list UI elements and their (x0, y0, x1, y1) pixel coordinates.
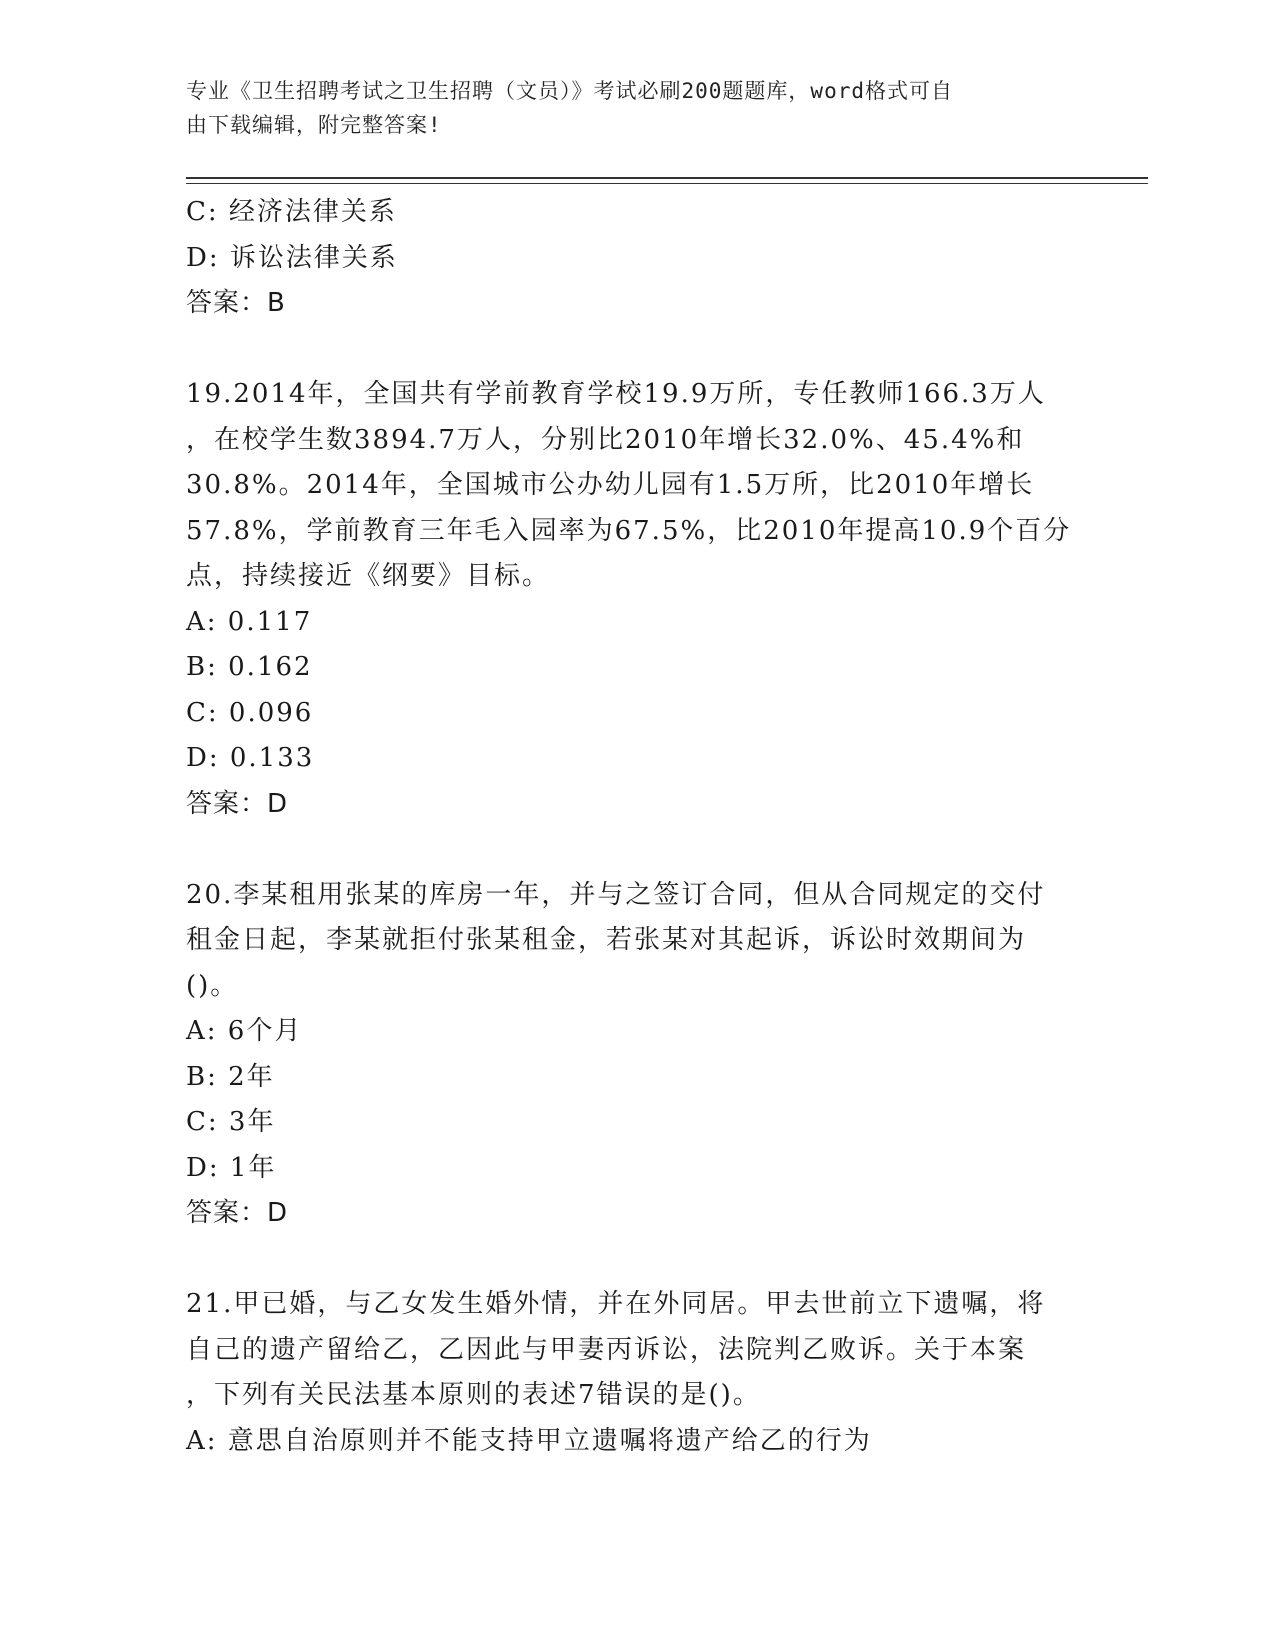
question-list (186, 190, 1086, 1464)
option-a: A: 意思自治原则并不能支持甲立遗嘱将遗产给乙的行为 (186, 1425, 872, 1456)
option-a: A: 6个月 (186, 1016, 303, 1046)
spacer (186, 1237, 1086, 1283)
question-text-line: ()。 (186, 970, 239, 1001)
question-text-line: ，在校学生数3894.7万人，分别比2010年增长32.0%、45.4%和 (186, 424, 1025, 455)
question-text-line: 自己的遗产留给乙，乙因此与甲妻丙诉讼，法院判乙败诉。关于本案 (186, 1334, 1027, 1365)
option-d: D: 诉讼法律关系 (186, 242, 398, 273)
header-divider-thin (186, 183, 1148, 184)
question-21 (186, 1282, 1086, 1464)
question-text-line: 21.甲已婚，与乙女发生婚外情，并在外同居。甲去世前立下遗嘱，将 (186, 1289, 1046, 1319)
question-text-line: 19.2014年，全国共有学前教育学校19.9万所，专任教师166.3万人 (186, 379, 1046, 409)
question-18-tail (186, 190, 1086, 327)
header-line-2: 由下载编辑，附完整答案! (186, 113, 442, 137)
header-divider-thick (186, 177, 1148, 179)
option-c: C: 3年 (186, 1107, 276, 1137)
question-19 (186, 372, 1086, 827)
question-text-line: 20.李某租用张某的库房一年，并与之签订合同，但从合同规定的交付 (186, 879, 1046, 910)
option-c: C: 0.096 (186, 697, 314, 728)
option-b: B: 0.162 (186, 652, 313, 682)
document-header (186, 74, 1066, 142)
answer-line: 答案：B (186, 288, 286, 318)
option-d: D: 0.133 (186, 743, 315, 773)
question-20 (186, 873, 1086, 1237)
option-b: B: 2年 (186, 1061, 275, 1092)
option-a: A: 0.117 (186, 606, 313, 637)
question-text-line: 租金日起，李某就拒付张某租金，若张某对其起诉，诉讼时效期间为 (186, 925, 1027, 955)
question-text-line: ，下列有关民法基本原则的表述7错误的是()。 (186, 1380, 761, 1410)
question-text-line: 30.8%。2014年，全国城市公办幼儿园有1.5万所，比2010年增长 (186, 470, 1035, 500)
spacer (186, 327, 1086, 373)
question-text-line: 57.8%，学前教育三年毛入园率为67.5%，比2010年提高10.9个百分 (186, 515, 1072, 546)
spacer (186, 827, 1086, 873)
option-c: C: 经济法律关系 (186, 197, 397, 227)
header-line-1: 专业《卫生招聘考试之卫生招聘（文员）》考试必刷200题题库，word格式可自 (186, 79, 953, 103)
answer-line: 答案：D (186, 788, 289, 819)
question-text-line: 点，持续接近《纲要》目标。 (186, 561, 551, 591)
option-d: D: 1年 (186, 1152, 277, 1183)
answer-line: 答案：D (186, 1198, 289, 1228)
